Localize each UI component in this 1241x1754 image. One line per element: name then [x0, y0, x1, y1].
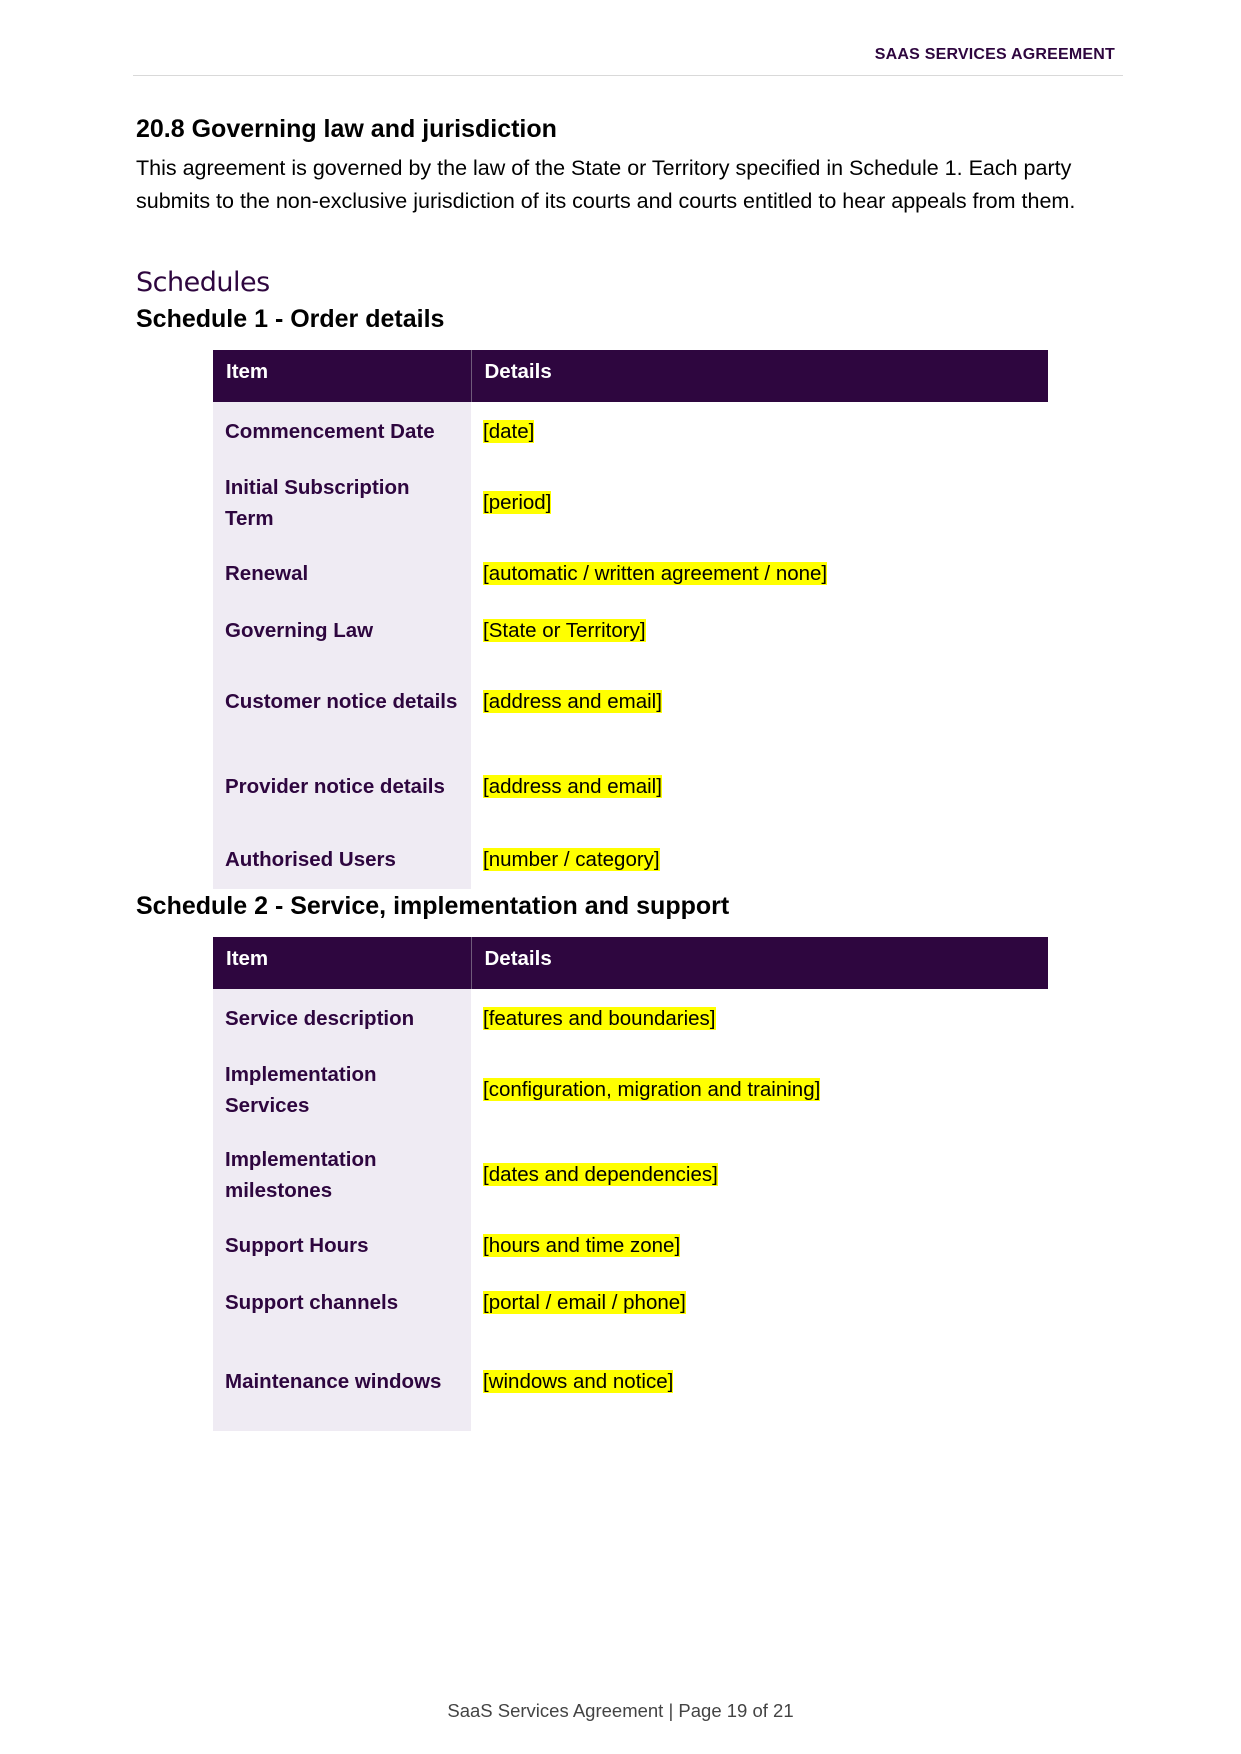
running-header	[133, 44, 1123, 76]
details-cell	[471, 1274, 1048, 1331]
schedule-2-title: Schedule 2 - Service, implementation and support	[136, 892, 730, 920]
details-cell	[471, 1331, 1048, 1431]
item-cell: Provider notice details	[213, 744, 471, 829]
document-header-title: SAAS SERVICES AGREEMENT	[874, 46, 1115, 63]
page-footer: SaaS Services Agreement | Page 19 of 21	[447, 1700, 794, 1721]
details-cell	[471, 460, 1048, 545]
item-cell: Implementation Services	[213, 1047, 471, 1132]
item-cell: Governing Law	[213, 602, 471, 659]
item-cell: Customer notice details	[213, 659, 471, 744]
details-cell	[471, 602, 1048, 659]
details-cell	[471, 989, 1048, 1047]
column-header-item: Item	[213, 350, 471, 402]
table-row	[213, 460, 1048, 545]
table-row	[213, 1132, 1048, 1217]
table-row	[213, 1217, 1048, 1274]
item-cell: Implementation milestones	[213, 1132, 471, 1217]
table-row	[213, 744, 1048, 829]
item-cell: Support Hours	[213, 1217, 471, 1274]
table-header-row	[213, 937, 1048, 989]
details-cell	[471, 744, 1048, 829]
placeholder-text: [number / category]	[483, 847, 660, 871]
table-header-row	[213, 350, 1048, 402]
details-cell	[471, 659, 1048, 744]
table-row	[213, 989, 1048, 1047]
item-cell: Support channels	[213, 1274, 471, 1331]
schedules-heading: Schedules	[136, 267, 270, 298]
table-row	[213, 602, 1048, 659]
placeholder-text: [automatic / written agreement / none]	[483, 562, 828, 585]
placeholder-text: [address and email]	[483, 775, 662, 798]
table-row	[213, 659, 1048, 744]
placeholder-text: [date]	[483, 419, 535, 443]
placeholder-text: [configuration, migration and training]	[483, 1078, 821, 1101]
item-cell: Authorised Users	[213, 829, 471, 889]
table-row	[213, 1047, 1048, 1132]
table-row	[213, 402, 1048, 460]
schedule-1-table	[213, 350, 1048, 889]
column-header-item: Item	[213, 937, 471, 989]
table-row	[213, 829, 1048, 889]
item-cell: Service description	[213, 989, 471, 1047]
column-header-details: Details	[471, 937, 1048, 989]
column-header-details: Details	[471, 350, 1048, 402]
details-cell	[471, 1217, 1048, 1274]
item-cell: Maintenance windows	[213, 1331, 471, 1431]
placeholder-text: [dates and dependencies]	[483, 1163, 718, 1186]
item-cell: Renewal	[213, 545, 471, 602]
clause-body: This agreement is governed by the law of the State or Territory specified in Schedule 1. Each party submits to the non-exclusive jurisdiction of its courts and courts entitled to hear appeals from them.	[136, 156, 1076, 213]
table-row	[213, 1331, 1048, 1431]
placeholder-text: [address and email]	[483, 690, 662, 713]
page-content	[136, 112, 1096, 1431]
details-cell	[471, 545, 1048, 602]
item-cell: Commencement Date	[213, 402, 471, 460]
details-cell	[471, 1132, 1048, 1217]
schedule-2-table	[213, 937, 1048, 1431]
placeholder-text: [windows and notice]	[483, 1369, 674, 1393]
details-cell	[471, 829, 1048, 889]
details-cell	[471, 402, 1048, 460]
schedule-1-title: Schedule 1 - Order details	[136, 305, 445, 333]
placeholder-text: [period]	[483, 491, 552, 514]
placeholder-text: [hours and time zone]	[483, 1234, 681, 1257]
details-cell	[471, 1047, 1048, 1132]
placeholder-text: [portal / email / phone]	[483, 1291, 686, 1314]
item-cell: Initial Subscription Term	[213, 460, 471, 545]
placeholder-text: [State or Territory]	[483, 619, 646, 642]
table-row	[213, 545, 1048, 602]
clause-title: 20.8 Governing law and jurisdiction	[136, 115, 557, 143]
table-row	[213, 1274, 1048, 1331]
placeholder-text: [features and boundaries]	[483, 1006, 716, 1030]
